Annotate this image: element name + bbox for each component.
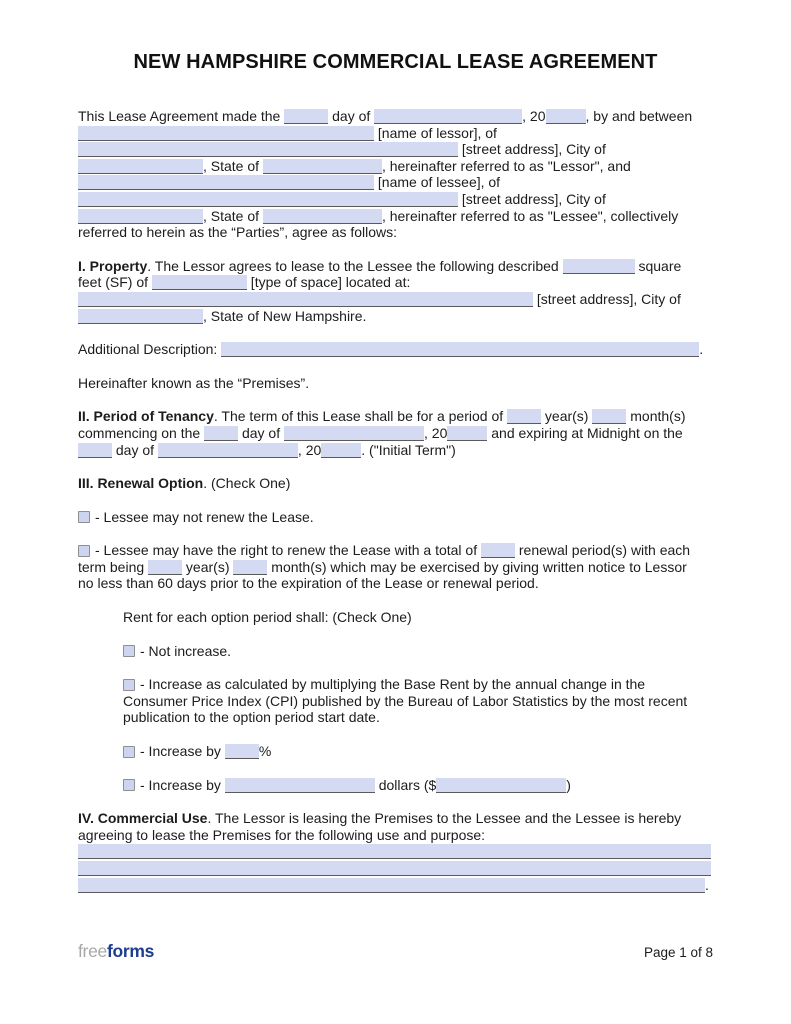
text-run: , by and between — [585, 108, 693, 124]
form-blank[interactable] — [78, 861, 711, 876]
text-line — [78, 375, 713, 392]
text-line — [78, 860, 713, 877]
text-run: [name of lessor], of — [374, 124, 497, 141]
text-run: day of — [238, 424, 284, 441]
text-line — [78, 475, 713, 492]
option-increase-cpi — [123, 676, 713, 726]
text-run: term being — [78, 558, 149, 575]
text-run: Consumer Price Index (CPI) published by the Bureau of Labor Statistics by the most recent — [123, 692, 688, 709]
additional-description — [78, 341, 713, 358]
text-run: . — [699, 341, 704, 358]
form-blank[interactable] — [263, 159, 382, 174]
text-line — [78, 827, 713, 844]
text-line — [78, 125, 713, 142]
intro-paragraph — [78, 108, 713, 241]
form-blank[interactable] — [284, 109, 328, 124]
form-blank[interactable] — [204, 426, 238, 441]
text-line — [123, 709, 713, 726]
text-line — [78, 158, 713, 175]
text-line — [78, 191, 713, 208]
form-blank[interactable] — [78, 142, 458, 157]
section-renewal-option — [78, 475, 713, 492]
text-line — [78, 274, 713, 291]
document-title: NEW HAMPSHIRE COMMERCIAL LEASE AGREEMENT — [133, 51, 658, 73]
form-blank[interactable] — [221, 342, 699, 357]
section-label: III. Renewal Option — [78, 475, 204, 492]
text-run: [street address], City of — [533, 290, 681, 307]
option-increase-percent — [123, 743, 713, 760]
option-increase-dollars — [123, 777, 713, 794]
text-run: [type of space] located at: — [246, 274, 411, 291]
text-run: - Not increase. — [140, 642, 232, 659]
checkbox[interactable] — [123, 746, 135, 758]
text-run: - Lessee may not renew the Lease. — [95, 508, 314, 525]
checkbox[interactable] — [123, 645, 135, 657]
section-commercial-use — [78, 810, 713, 893]
page-number: Page 1 of 8 — [643, 945, 713, 960]
form-blank[interactable] — [78, 292, 533, 307]
text-run: renewal period(s) with each — [515, 542, 691, 559]
text-run: . — [705, 876, 709, 893]
text-run: [street address], City of — [458, 141, 606, 158]
form-blank[interactable] — [436, 778, 566, 793]
premises-note — [78, 375, 713, 392]
text-run: - Increase as calculated by multiplying the Base Rent by the annual change in the — [140, 676, 646, 693]
text-run: , 20 — [424, 424, 448, 441]
text-line — [78, 141, 713, 158]
text-line — [78, 843, 713, 860]
text-line — [78, 425, 713, 442]
text-run: Additional Description: — [78, 341, 222, 358]
text-run: day of — [328, 108, 375, 124]
text-line — [78, 877, 713, 894]
page-footer — [78, 941, 713, 962]
checkbox[interactable] — [78, 511, 90, 523]
checkbox[interactable] — [123, 779, 135, 791]
text-line — [123, 743, 713, 760]
form-blank[interactable] — [481, 543, 515, 558]
form-blank[interactable] — [233, 560, 267, 575]
text-line — [78, 308, 713, 325]
checkbox[interactable] — [78, 545, 90, 557]
option-not-increase — [123, 643, 713, 660]
text-line — [123, 643, 713, 660]
text-run: - Increase by — [140, 776, 225, 793]
form-blank[interactable] — [321, 443, 361, 458]
document-body — [78, 108, 713, 893]
text-line — [78, 224, 713, 241]
text-run: , hereinafter referred to as "Lessee", collectively — [381, 207, 679, 224]
form-blank[interactable] — [284, 426, 424, 441]
text-run: . (Check One) — [203, 475, 291, 492]
text-run: , 20 — [297, 441, 322, 458]
text-run: , hereinafter referred to as "Lessor", and — [381, 157, 631, 174]
text-line — [78, 810, 713, 827]
form-blank[interactable] — [78, 126, 374, 141]
form-blank[interactable] — [374, 109, 522, 124]
text-run: . ("Initial Term") — [361, 441, 456, 458]
section-label: II. Period of Tenancy — [78, 408, 214, 425]
form-blank[interactable] — [447, 426, 487, 441]
form-blank[interactable] — [546, 109, 586, 124]
form-blank[interactable] — [225, 778, 375, 793]
form-blank[interactable] — [507, 409, 541, 424]
form-blank[interactable] — [152, 275, 247, 290]
section-property — [78, 258, 713, 324]
text-line — [78, 258, 713, 275]
text-run: year(s) — [182, 558, 234, 575]
form-blank[interactable] — [78, 175, 374, 190]
form-blank[interactable] — [563, 259, 635, 274]
text-run: - Increase by — [140, 743, 225, 760]
text-run: . The Lessor agrees to lease to the Lessee the following described — [147, 257, 563, 274]
checkbox[interactable] — [123, 679, 135, 691]
text-run: month(s) which may be exercised by giving written notice to Lessor — [267, 558, 687, 575]
form-blank[interactable] — [78, 209, 203, 224]
text-run: no less than 60 days prior to the expiration of the Lease or renewal period. — [78, 575, 539, 592]
text-run: and expiring at Midnight on the — [487, 424, 683, 441]
text-line — [123, 777, 713, 794]
text-run: , 20 — [522, 108, 546, 124]
text-run: , State of — [203, 157, 263, 174]
text-line — [78, 442, 713, 459]
text-run: year(s) — [541, 408, 593, 425]
text-line — [78, 408, 713, 425]
form-blank[interactable] — [158, 443, 298, 458]
text-run: - Lessee may have the right to renew the Lease with a total of — [95, 542, 481, 559]
text-run: day of — [112, 441, 158, 458]
section-label: I. Property — [78, 257, 148, 274]
text-line — [123, 676, 713, 693]
form-blank[interactable] — [148, 560, 182, 575]
form-blank[interactable] — [78, 443, 112, 458]
text-run: . The Lessor is leasing the Premises to the Lessee and the Lessee is hereby — [207, 810, 682, 827]
text-run: square — [634, 257, 682, 274]
text-run: , State of — [203, 207, 263, 224]
text-line — [78, 174, 713, 191]
text-run: , State of New Hampshire. — [203, 307, 367, 324]
text-line — [78, 291, 713, 308]
freeforms-logo[interactable] — [78, 941, 154, 962]
form-blank[interactable] — [78, 159, 203, 174]
text-run: % — [258, 743, 272, 760]
form-blank[interactable] — [78, 192, 458, 207]
text-run: This Lease Agreement made the — [78, 108, 285, 124]
option-no-renew — [78, 509, 713, 526]
option-may-renew — [78, 542, 713, 592]
form-blank[interactable] — [225, 744, 259, 759]
text-run: publication to the option period start date. — [123, 709, 380, 726]
text-line — [78, 208, 713, 225]
text-run: ) — [566, 776, 571, 793]
form-blank[interactable] — [78, 309, 203, 324]
text-run: agreeing to lease the Premises for the following use and purpose: — [78, 826, 486, 843]
form-blank[interactable] — [263, 209, 382, 224]
section-period-of-tenancy — [78, 408, 713, 458]
text-run: dollars ($ — [374, 776, 437, 793]
text-line — [123, 609, 713, 626]
text-run: [street address], City of — [458, 190, 606, 207]
logo-free-text: free — [78, 941, 107, 961]
text-line — [78, 575, 713, 592]
text-run: Hereinafter known as the “Premises”. — [78, 374, 310, 391]
text-line — [78, 108, 713, 125]
text-run: [name of lessee], of — [374, 174, 501, 191]
text-run: feet (SF) of — [78, 274, 152, 291]
text-line — [123, 693, 713, 710]
form-blank[interactable] — [78, 878, 705, 893]
text-run: month(s) — [626, 408, 686, 425]
form-blank[interactable] — [592, 409, 626, 424]
rent-option-heading — [123, 609, 713, 626]
text-line — [78, 341, 713, 358]
form-blank[interactable] — [78, 844, 711, 859]
section-label: IV. Commercial Use — [78, 810, 208, 827]
text-line — [78, 542, 713, 559]
text-run: commencing on the — [78, 424, 205, 441]
text-line — [78, 559, 713, 576]
text-run: referred to herein as the “Parties”, agree as follows: — [78, 224, 398, 241]
logo-forms-text: forms — [106, 941, 155, 961]
text-run: . The term of this Lease shall be for a period of — [213, 408, 508, 425]
text-line — [78, 509, 713, 526]
text-run: Rent for each option period shall: (Check One) — [123, 609, 412, 626]
